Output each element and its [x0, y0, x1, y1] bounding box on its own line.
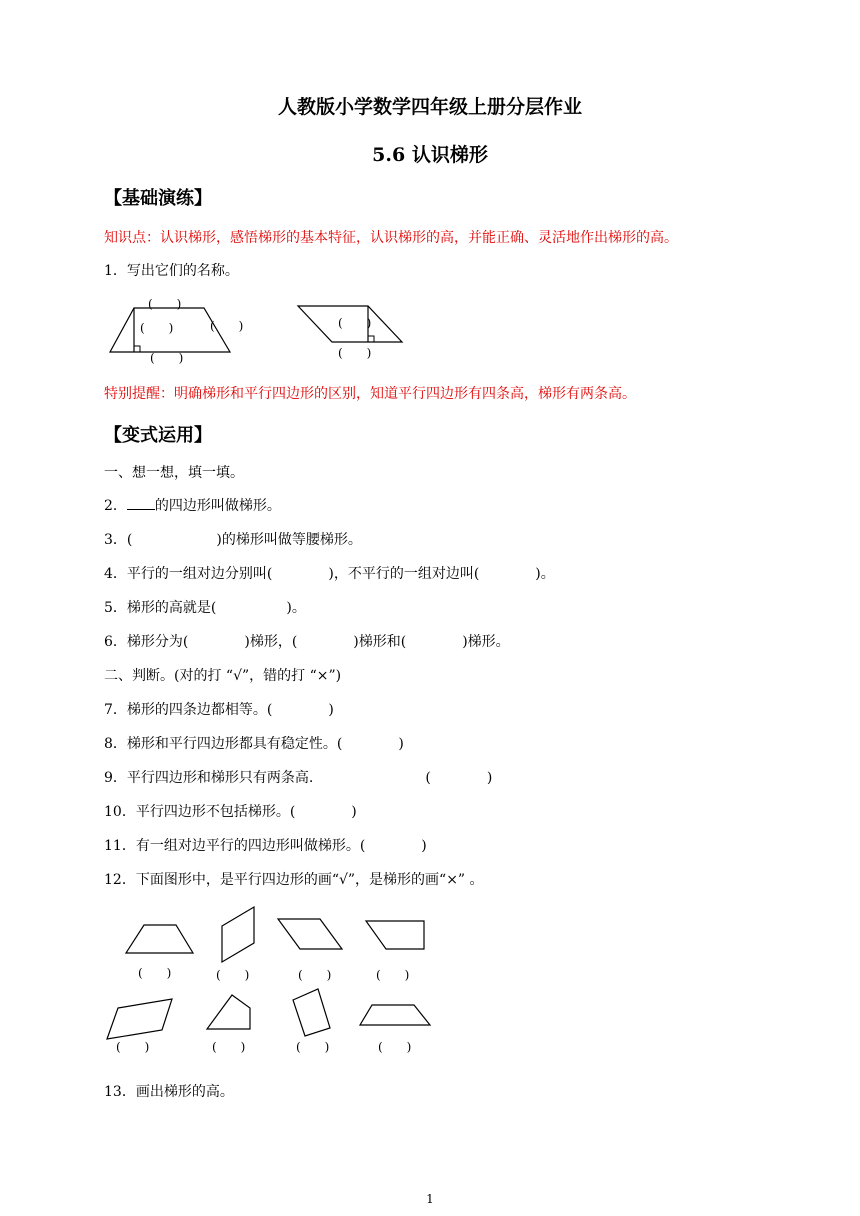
- shape-6-trapezoid: [204, 992, 254, 1032]
- section-heading-variant: 【变式运用】: [104, 425, 212, 446]
- question-3: 3．( )的梯形叫做等腰梯形。: [104, 532, 362, 548]
- question-5: 5．梯形的高就是( )。: [104, 600, 306, 616]
- shape-6-answer[interactable]: ( ): [212, 1040, 246, 1054]
- page-subtitle: 5.6 认识梯形: [372, 144, 488, 166]
- page-title: 人教版小学数学四年级上册分层作业: [277, 96, 582, 118]
- shape-8-answer[interactable]: ( ): [378, 1040, 412, 1054]
- question-2-blank[interactable]: [127, 495, 155, 510]
- question-2: [104, 495, 281, 515]
- shape-8-trapezoid: [358, 1002, 434, 1028]
- shape-5-answer[interactable]: ( ): [116, 1040, 150, 1054]
- shape-3-answer[interactable]: ( ): [298, 968, 332, 982]
- question-7: 7．梯形的四条边都相等。( ): [104, 702, 334, 718]
- question-6: 6．梯形分为( )梯形，( )梯形和( )梯形。: [104, 634, 510, 650]
- question-9: 9．平行四边形和梯形只有两条高. ( ): [104, 770, 493, 786]
- fig1-label-inner: ( ): [140, 321, 174, 335]
- shape-1-trapezoid: [124, 922, 196, 956]
- shape-1-answer[interactable]: ( ): [138, 966, 172, 980]
- shape-2-answer[interactable]: ( ): [216, 968, 250, 982]
- question-2-prefix: 2．: [104, 498, 127, 514]
- fig1-label-top: ( ): [148, 297, 182, 311]
- shape-3-parallelogram: [276, 916, 346, 952]
- part-1-heading: 一、想一想，填一填。: [104, 465, 244, 481]
- fig2-label-bottom: ( ): [338, 346, 372, 360]
- shape-2-parallelogram: [218, 904, 258, 964]
- shape-4-trapezoid: [364, 918, 428, 952]
- question-4: 4．平行的一组对边分别叫( )，不平行的一组对边叫( )。: [104, 566, 555, 582]
- special-reminder: 特别提醒：明确梯形和平行四边形的区别，知道平行四边形有四条高，梯形有两条高。: [104, 386, 636, 402]
- shape-7-quadrilateral: [290, 986, 334, 1038]
- shape-7-answer[interactable]: ( ): [296, 1040, 330, 1054]
- fig1-label-bottom: ( ): [150, 351, 184, 365]
- question-11: 11．有一组对边平行的四边形叫做梯形。( ): [104, 838, 427, 854]
- knowledge-point: 知识点：认识梯形，感悟梯形的基本特征，认识梯形的高，并能正确、灵活地作出梯形的高。: [104, 230, 678, 246]
- shape-4-answer[interactable]: ( ): [376, 968, 410, 982]
- question-2-suffix: 的四边形叫做梯形。: [154, 498, 281, 514]
- question-10: 10．平行四边形不包括梯形。( ): [104, 804, 357, 820]
- part-2-heading: 二、判断。(对的打 “√”，错的打 “×”): [104, 668, 342, 684]
- fig1-label-right: ( ): [210, 319, 244, 333]
- question-13: 13．画出梯形的高。: [104, 1084, 234, 1100]
- question-12: 12．下面图形中，是平行四边形的画“√”，是梯形的画“×” 。: [104, 872, 484, 888]
- shape-5-parallelogram: [104, 996, 176, 1042]
- fig2-label-inner: ( ): [338, 316, 372, 330]
- section-heading-basic: 【基础演练】: [104, 188, 212, 209]
- page-number: 1: [426, 1192, 434, 1206]
- question-1: 1．写出它们的名称。: [104, 263, 239, 279]
- question-8: 8．梯形和平行四边形都具有稳定性。( ): [104, 736, 404, 752]
